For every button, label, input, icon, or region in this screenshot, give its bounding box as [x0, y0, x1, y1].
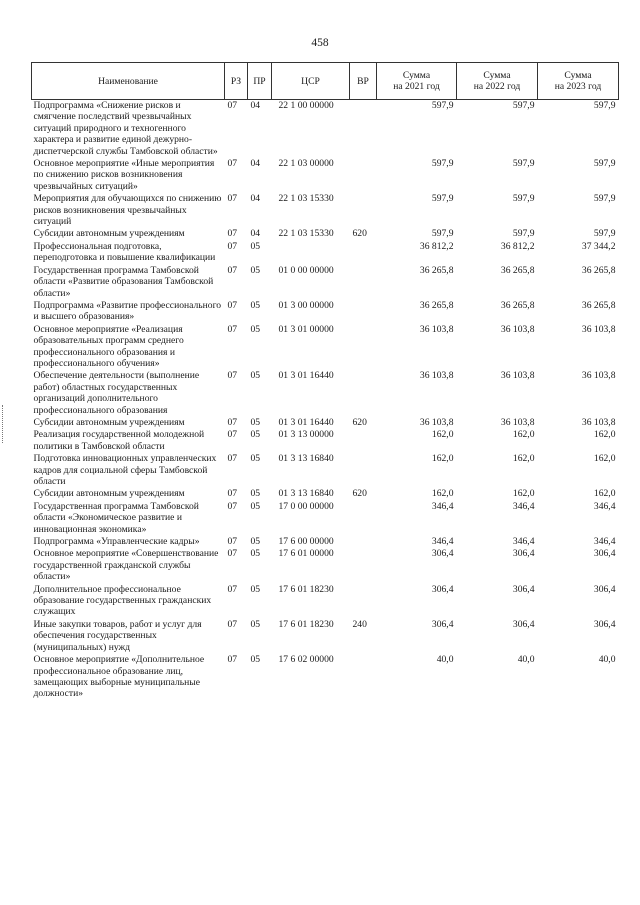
cell-sum-2022: 597,9	[512, 228, 535, 240]
cell-vr	[350, 193, 377, 228]
cell-sum-2021: 597,9	[431, 100, 454, 111]
cell-pr: 05	[250, 453, 261, 465]
cell-name: Основное мероприятие «Совершенствование государственной гражданской службы области»	[33, 548, 219, 583]
cell-sum-2022: 36 103,8	[500, 416, 535, 428]
table-row	[32, 584, 619, 619]
header-sum-2022-line2: на 2022 год	[473, 81, 521, 92]
cell-sum-2021: 36 103,8	[419, 323, 454, 335]
cell-sum-2023: 597,9	[593, 228, 616, 240]
cell-vr	[350, 100, 377, 159]
cell-sum-2021: 36 265,8	[419, 264, 454, 276]
cell-sum-2022: 36 812,2	[500, 240, 535, 252]
cell-rz: 07	[227, 228, 238, 240]
cell-name: Обеспечение деятельности (выполнение работ) областных государственных организаций дополнительного профессионального образования	[33, 370, 200, 416]
cell-sum-2021: 306,4	[431, 618, 454, 630]
cell-rz: 07	[227, 158, 238, 170]
cell-csr: 17 6 01 00000	[278, 548, 334, 560]
cell-csr: 01 3 13 00000	[278, 429, 334, 441]
cell-sum-2021: 346,4	[431, 536, 454, 548]
table-row	[32, 536, 619, 548]
cell-sum-2021: 40,0	[436, 654, 454, 666]
table-row	[32, 654, 619, 701]
cell-rz: 07	[227, 323, 238, 335]
cell-pr: 05	[250, 264, 261, 276]
cell-pr: 05	[250, 618, 261, 630]
cell-pr: 05	[250, 429, 261, 441]
cell-csr: 17 6 01 18230	[278, 583, 334, 595]
cell-pr: 04	[250, 100, 261, 111]
cell-sum-2022: 346,4	[512, 536, 535, 548]
cell-rz: 07	[227, 583, 238, 595]
cell-vr	[350, 536, 377, 548]
cell-pr: 05	[250, 536, 261, 548]
cell-sum-2022: 597,9	[512, 158, 535, 170]
cell-sum-2021: 162,0	[431, 453, 454, 465]
cell-sum-2022: 162,0	[512, 488, 535, 500]
cell-sum-2023: 162,0	[593, 429, 616, 441]
cell-sum-2023: 597,9	[593, 100, 616, 111]
cell-pr: 05	[250, 240, 261, 252]
table-header	[32, 63, 619, 100]
cell-name: Подпрограмма «Развитие профессионального и высшего образования»	[33, 299, 222, 323]
cell-pr: 05	[250, 654, 261, 666]
cell-sum-2021: 306,4	[431, 583, 454, 595]
table-row	[32, 619, 619, 654]
table-row	[32, 370, 619, 417]
budget-table	[31, 62, 619, 701]
cell-rz: 07	[227, 264, 238, 276]
cell-rz: 07	[227, 429, 238, 441]
cell-sum-2021: 162,0	[431, 488, 454, 500]
table-row	[32, 193, 619, 228]
cell-vr: 620	[352, 488, 367, 500]
header-pr: ПР	[248, 63, 272, 100]
cell-csr: 22 1 00 00000	[278, 100, 334, 111]
cell-sum-2022: 36 103,8	[500, 370, 535, 382]
cell-name: Реализация государственной молодежной политики в Тамбовской области	[33, 429, 205, 452]
cell-sum-2021: 597,9	[431, 193, 454, 205]
cell-pr: 05	[250, 583, 261, 595]
cell-sum-2023: 597,9	[593, 158, 616, 170]
cell-vr	[350, 265, 377, 300]
cell-rz: 07	[227, 370, 238, 382]
table-row	[32, 453, 619, 488]
cell-csr: 01 3 01 16440	[278, 416, 334, 428]
header-sum-2022	[457, 63, 538, 100]
header-sum-2023	[538, 63, 619, 100]
cell-pr: 04	[250, 228, 261, 240]
cell-sum-2021: 162,0	[431, 429, 454, 441]
cell-name: Подпрограмма «Снижение рисков и смягчение последствий чрезвычайных ситуаций природного и техногенного характера и развитие единой дежурно-диспетчерской службы Тамбовской области»	[33, 100, 218, 157]
cell-pr: 04	[250, 158, 261, 170]
cell-sum-2023: 40,0	[598, 654, 616, 666]
cell-pr: 05	[250, 416, 261, 428]
cell-name: Основное мероприятие «Иные мероприятия по снижению рисков возникновения чрезвычайных ситуаций»	[33, 158, 215, 192]
cell-sum-2023: 346,4	[593, 536, 616, 548]
cell-csr: 17 6 00 00000	[278, 536, 334, 548]
cell-sum-2023: 346,4	[593, 500, 616, 512]
cell-rz: 07	[227, 240, 238, 252]
table-row	[32, 417, 619, 429]
margin-scan-mark	[2, 405, 6, 443]
cell-rz: 07	[227, 548, 238, 560]
cell-name: Основное мероприятие «Реализация образовательных программ среднего профессионального образования и профессионального обучения»	[33, 323, 184, 369]
cell-name: Субсидии автономным учреждениям	[33, 488, 185, 500]
cell-sum-2021: 36 103,8	[419, 416, 454, 428]
cell-vr	[350, 548, 377, 583]
cell-sum-2022: 597,9	[512, 193, 535, 205]
cell-name: Государственная программа Тамбовской области «Экономическое развитие и инновационная экономика»	[33, 500, 199, 535]
cell-name: Государственная программа Тамбовской области «Развитие образования Тамбовской области»	[33, 264, 214, 299]
cell-sum-2021: 306,4	[431, 548, 454, 560]
cell-pr: 05	[250, 370, 261, 382]
cell-sum-2023: 36 265,8	[581, 299, 616, 311]
cell-rz: 07	[227, 500, 238, 512]
cell-csr: 17 6 02 00000	[278, 654, 334, 666]
table-row	[32, 228, 619, 240]
cell-vr: 620	[352, 416, 367, 428]
cell-name: Подпрограмма «Управленческие кадры»	[33, 536, 200, 548]
cell-vr: 240	[352, 618, 367, 630]
cell-name: Субсидии автономным учреждениям	[33, 416, 185, 428]
cell-rz: 07	[227, 654, 238, 666]
table-row	[32, 548, 619, 583]
cell-sum-2023: 162,0	[593, 488, 616, 500]
cell-sum-2023: 37 344,2	[581, 240, 616, 252]
cell-csr: 22 1 03 15330	[278, 193, 334, 205]
cell-sum-2023: 36 103,8	[581, 370, 616, 382]
cell-pr: 05	[250, 488, 261, 500]
cell-sum-2021: 36 265,8	[419, 299, 454, 311]
table-row	[32, 488, 619, 500]
header-vr: ВР	[350, 63, 377, 100]
cell-csr: 17 0 00 00000	[278, 500, 334, 512]
cell-csr: 01 3 13 16840	[278, 488, 334, 500]
cell-vr	[350, 429, 377, 453]
table-row	[32, 100, 619, 159]
cell-rz: 07	[227, 416, 238, 428]
cell-vr	[350, 241, 377, 265]
header-sum-2023-line2: на 2023 год	[554, 81, 602, 92]
cell-pr: 05	[250, 323, 261, 335]
cell-csr: 01 3 13 16840	[278, 453, 334, 465]
cell-sum-2021: 597,9	[431, 158, 454, 170]
cell-vr	[350, 453, 377, 488]
cell-vr	[350, 300, 377, 324]
cell-csr: 17 6 01 18230	[278, 618, 334, 630]
cell-sum-2022: 306,4	[512, 583, 535, 595]
cell-csr: 22 1 03 15330	[278, 228, 334, 240]
cell-sum-2022: 306,4	[512, 618, 535, 630]
table-body	[32, 100, 619, 701]
cell-sum-2021: 36 103,8	[419, 370, 454, 382]
cell-sum-2023: 306,4	[593, 548, 616, 560]
header-sum-2023-line1: Сумма	[564, 70, 592, 81]
cell-sum-2022: 597,9	[512, 100, 535, 111]
cell-sum-2023: 306,4	[593, 618, 616, 630]
cell-csr: 22 1 03 00000	[278, 158, 334, 170]
table-row	[32, 324, 619, 371]
header-rz: РЗ	[225, 63, 248, 100]
cell-name: Профессиональная подготовка, переподготовка и повышение квалификации	[33, 240, 216, 264]
cell-name: Субсидии автономным учреждениям	[33, 228, 185, 240]
table-row	[32, 429, 619, 453]
header-sum-2022-line1: Сумма	[483, 70, 511, 81]
header-name: Наименование	[32, 63, 225, 100]
cell-pr: 05	[250, 500, 261, 512]
cell-sum-2022: 162,0	[512, 453, 535, 465]
cell-csr: 01 0 00 00000	[278, 264, 334, 276]
table-row	[32, 265, 619, 300]
cell-rz: 07	[227, 100, 238, 111]
cell-vr	[350, 501, 377, 536]
cell-name: Мероприятия для обучающихся по снижению рисков возникновения чрезвычайных ситуаций	[33, 193, 222, 228]
cell-csr: 01 3 00 00000	[278, 299, 334, 311]
cell-vr	[350, 654, 377, 701]
table-row	[32, 300, 619, 324]
header-sum-2021	[377, 63, 457, 100]
cell-vr	[350, 584, 377, 619]
cell-csr: 01 3 01 00000	[278, 323, 334, 335]
cell-rz: 07	[227, 488, 238, 500]
header-csr: ЦСР	[272, 63, 350, 100]
cell-pr: 04	[250, 193, 261, 205]
header-sum-2021-line1: Сумма	[402, 70, 431, 81]
cell-csr	[272, 241, 350, 265]
cell-csr: 01 3 01 16440	[278, 370, 334, 382]
cell-sum-2021: 346,4	[431, 500, 454, 512]
cell-rz: 07	[227, 299, 238, 311]
cell-sum-2023: 306,4	[593, 583, 616, 595]
cell-pr: 05	[250, 548, 261, 560]
table-row	[32, 241, 619, 265]
page-number: 458	[311, 37, 329, 49]
cell-rz: 07	[227, 193, 238, 205]
table-row	[32, 501, 619, 536]
cell-name: Иные закупки товаров, работ и услуг для обеспечения государственных (муниципальных) нужд	[33, 618, 202, 653]
cell-sum-2023: 36 103,8	[581, 416, 616, 428]
cell-rz: 07	[227, 618, 238, 630]
header-sum-2021-line2: на 2021 год	[393, 81, 440, 92]
cell-vr	[350, 324, 377, 371]
cell-sum-2022: 346,4	[512, 500, 535, 512]
cell-sum-2022: 36 265,8	[500, 264, 535, 276]
cell-name: Подготовка инновационных управленческих кадров для социальной сферы Тамбовской области	[33, 453, 217, 487]
cell-sum-2022: 40,0	[517, 654, 535, 666]
cell-vr: 620	[352, 228, 367, 240]
cell-rz: 07	[227, 453, 238, 465]
cell-rz: 07	[227, 536, 238, 548]
cell-sum-2022: 36 103,8	[500, 323, 535, 335]
cell-sum-2021: 597,9	[431, 228, 454, 240]
cell-sum-2022: 36 265,8	[500, 299, 535, 311]
cell-sum-2023: 36 103,8	[581, 323, 616, 335]
cell-sum-2023: 597,9	[593, 193, 616, 205]
cell-pr: 05	[250, 299, 261, 311]
cell-name: Дополнительное профессиональное образование государственных гражданских служащих	[33, 583, 212, 618]
cell-name: Основное мероприятие «Дополнительное профессиональное образование лиц, замещающих выборные муниципальные должности»	[33, 654, 205, 700]
cell-sum-2023: 36 265,8	[581, 264, 616, 276]
cell-sum-2023: 162,0	[593, 453, 616, 465]
cell-vr	[350, 158, 377, 193]
table-row	[32, 158, 619, 193]
cell-sum-2021: 36 812,2	[419, 240, 454, 252]
cell-vr	[350, 370, 377, 417]
cell-sum-2022: 306,4	[512, 548, 535, 560]
cell-sum-2022: 162,0	[512, 429, 535, 441]
